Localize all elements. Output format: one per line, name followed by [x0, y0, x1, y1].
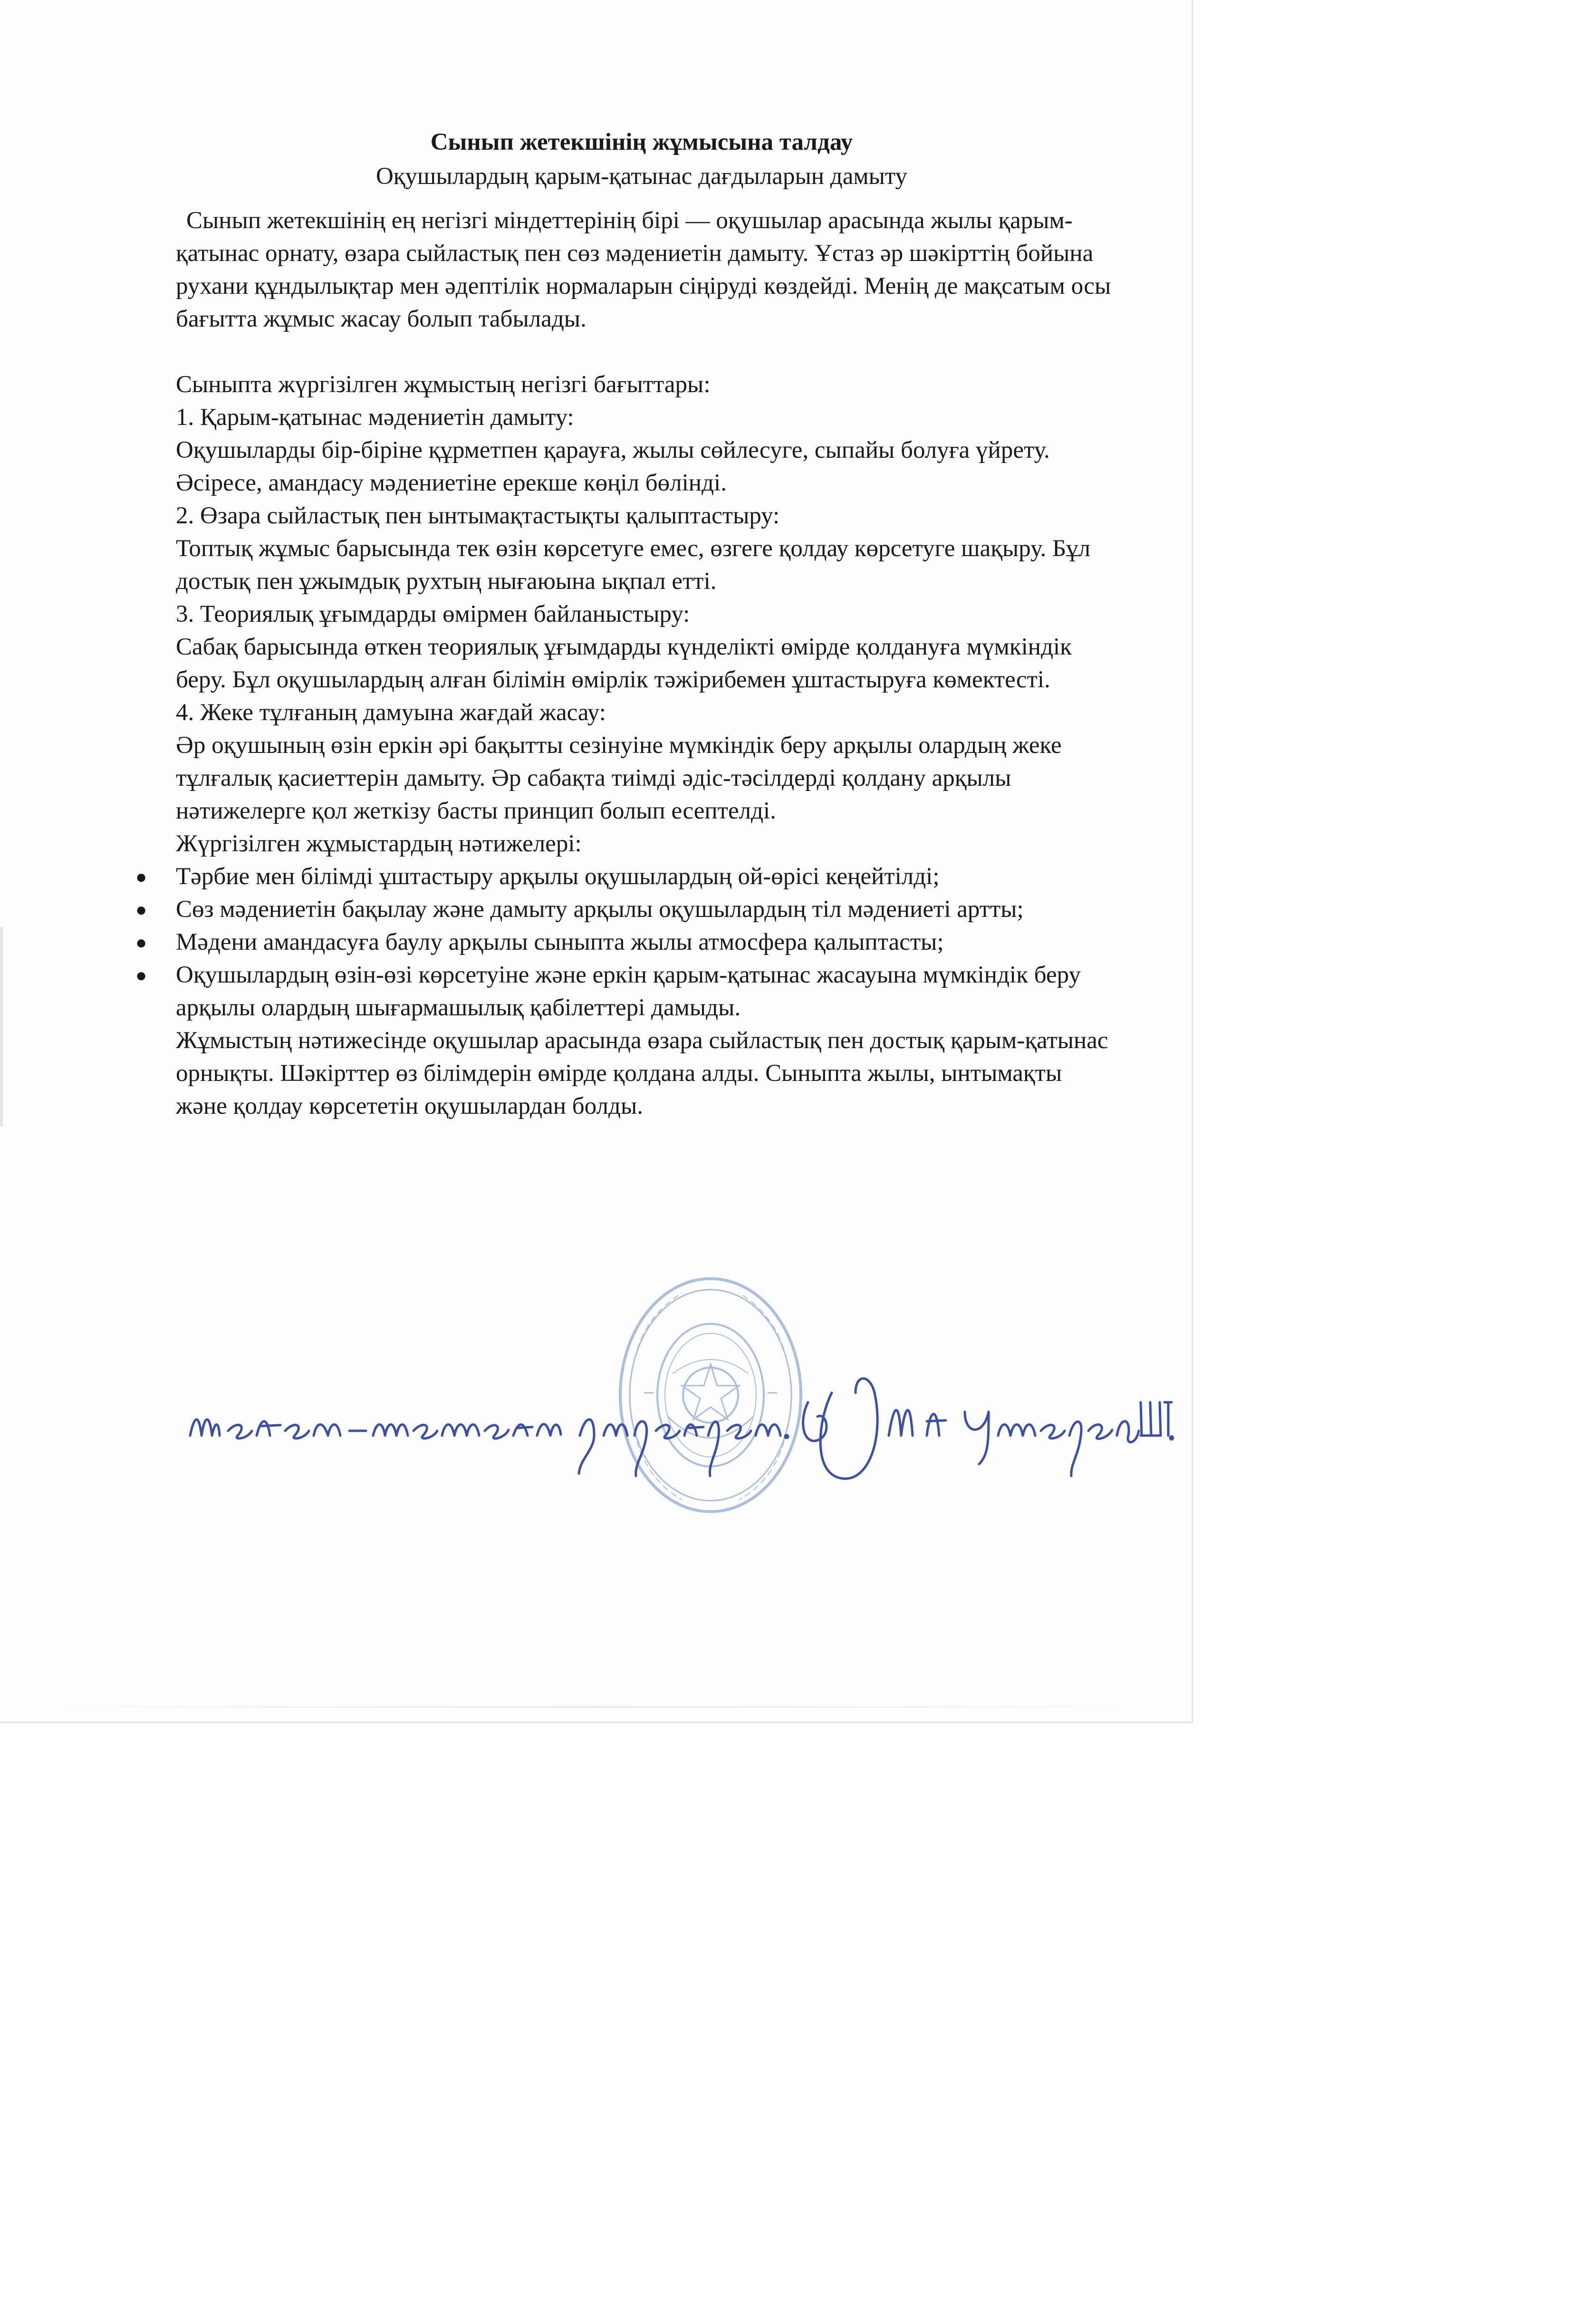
bullet-icon: ●	[135, 866, 147, 887]
result-item-2	[135, 893, 1117, 926]
results-heading: Жүргізілген жұмыстардың нәтижелері:	[176, 830, 582, 857]
direction-3-heading: 3. Теориялық ұғымдарды өмірмен байланыстыру:	[176, 601, 690, 627]
document-subtitle: Оқушылардың қарым-қатынас дағдыларын дамыту	[375, 163, 908, 190]
scan-edge-shadow	[0, 927, 3, 1127]
result-item-4-text: Оқушылардың өзін-өзі көрсетуіне және еркін қарым-қатынас жасауына мүмкіндік беру арқылы олардың шығармашылық қабілеттері дамыды.	[176, 962, 1081, 1021]
direction-4-heading: 4. Жеке тұлғаның дамуына жағдай жасау:	[176, 699, 606, 726]
result-item-3	[135, 926, 1117, 959]
bullet-icon: ●	[135, 932, 147, 953]
direction-2-heading: 2. Өзара сыйластық пен ынтымақтастықты қалыптастыру:	[176, 502, 780, 529]
paragraph-gap	[176, 336, 1117, 368]
bullet-icon: ●	[135, 964, 147, 986]
results-list	[135, 860, 1117, 1024]
result-item-1	[135, 860, 1117, 893]
result-item-4	[135, 959, 1117, 1024]
direction-1-heading: 1. Қарым-қатынас мәдениетін дамыту:	[176, 404, 574, 431]
direction-3-text: Сабақ барысында өткен теориялық ұғымдарды күнделікті өмірде қолдануға мүмкіндік беру. Бұл оқушылардың алған білімін өмірлік тәжірибемен ұштастыруға көмектесті.	[176, 634, 1072, 693]
handwritten-signature-icon	[185, 1364, 1174, 1488]
direction-4-text: Әр оқушының өзін еркін әрі бақытты сезінуіне мүмкіндік беру арқылы олардың жеке тұлғалық қасиеттерін дамыту. Әр сабақта тиімді әдіс-тәсілдерді қолдану арқылы нәтижелерге қол жеткізу басты принцип болып есептелді.	[176, 732, 1062, 824]
result-item-3-text: Мәдени амандасуға баулу арқылы сыныпта жылы атмосфера қалыптасты;	[176, 929, 944, 955]
page-fold-line	[0, 1706, 1191, 1707]
directions-heading: Сыныпта жүргізілген жұмыстың негізгі бағыттары:	[176, 371, 711, 398]
intro-paragraph: Сынып жетекшінің ең негізгі міндеттерінің бірі — оқушылар арасында жылы қарым-қатынас орнату, өзара сыйластық пен сөз мәдениетін дамыту. Ұстаз әр шәкірттің бойына рухани құндылықтар мен әдептілік нормаларын сіңіруді көздейді. Менің де мақсатым осы бағытта жұмыс жасау болып табылады.	[176, 207, 1111, 332]
bullet-icon: ●	[135, 899, 147, 920]
direction-2-text: Топтық жұмыс барысында тек өзін көрсетуге емес, өзгеге қолдау көрсетуге шақыру. Бұл достық пен ұжымдық рухтың нығаюына ықпал етті.	[176, 535, 1091, 595]
result-item-2-text: Сөз мәдениетін бақылау және дамыту арқылы оқушылардың тіл мәдениеті артты;	[176, 896, 1024, 923]
result-item-1-text: Тәрбие мен білімді ұштастыру арқылы оқушылардың ой-өрісі кеңейтілді;	[176, 863, 940, 890]
direction-1-text: Оқушыларды бір-біріне құрметпен қарауға, жылы сөйлесуге, сыпайы болуға үйрету. Әсіресе, амандасу мәдениетіне ерекше көңіл бөлінді.	[176, 437, 1050, 496]
conclusion-paragraph: Жұмыстың нәтижесінде оқушылар арасында өзара сыйластық пен достық қарым-қатынас орнықты. Шәкірттер өз білімдерін өмірде қолдана алды. Сыныпта жылы, ынтымақты және қолдау көрсететін оқушылардан болды.	[176, 1027, 1108, 1119]
document-body	[135, 204, 1117, 1123]
document-title: Сынып жетекшінің жұмысына талдау	[430, 129, 853, 155]
